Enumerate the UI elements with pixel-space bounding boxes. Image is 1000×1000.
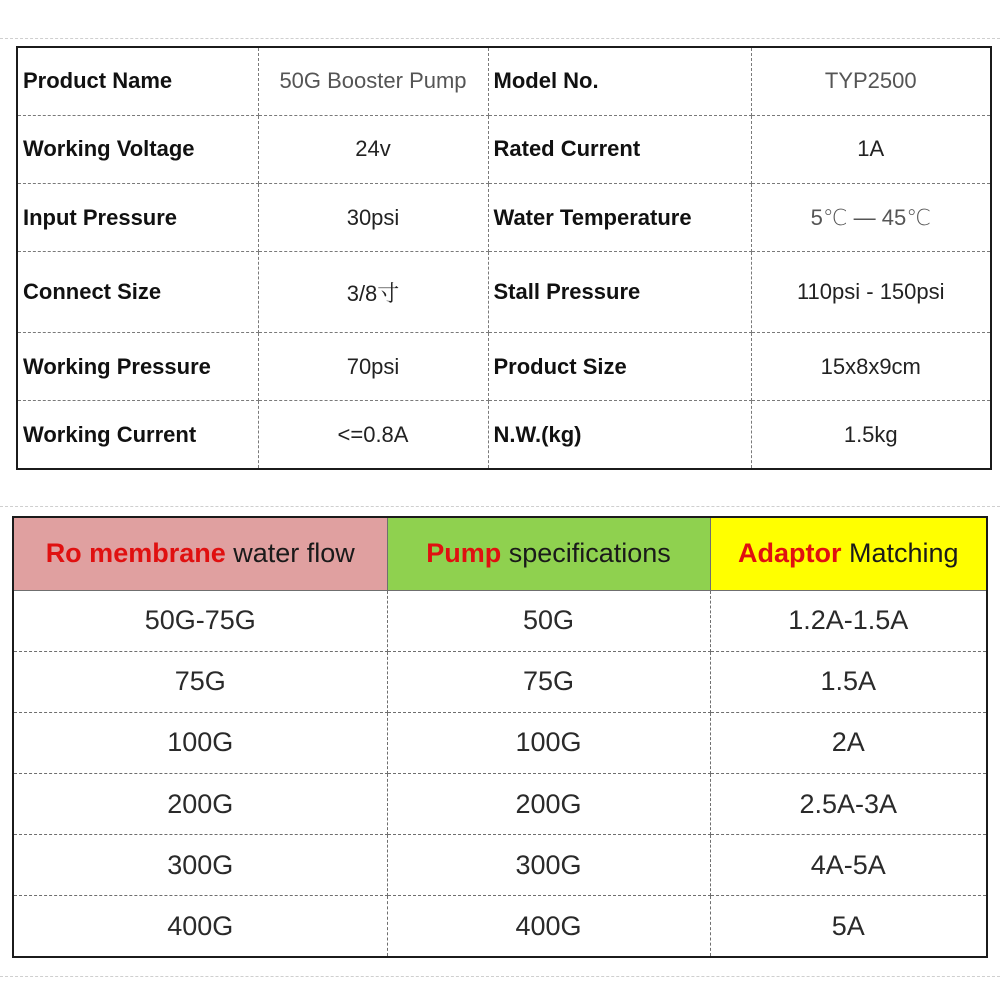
- header-adaptor-matching: [710, 518, 986, 590]
- header-highlight: Pump: [426, 538, 502, 569]
- spec-row: [18, 48, 990, 115]
- spec-label: Product Size: [488, 333, 751, 401]
- adaptor-cell: 2A: [710, 712, 986, 773]
- water-flow-cell: 50G-75G: [14, 590, 387, 651]
- spec-value: 110psi - 150psi: [751, 252, 990, 333]
- spec-label: Connect Size: [18, 252, 258, 333]
- spec-value: 70psi: [258, 333, 488, 401]
- spec-value: 3/8寸: [258, 252, 488, 333]
- spec-label: Working Voltage: [18, 115, 258, 183]
- table-row: [14, 590, 986, 651]
- spec-row: [18, 252, 990, 333]
- spec-row: [18, 333, 990, 401]
- pump-spec-cell: 100G: [387, 712, 710, 773]
- spec-label: Stall Pressure: [488, 252, 751, 333]
- header-highlight: Adaptor: [737, 538, 842, 569]
- spec-row: [18, 401, 990, 468]
- header-pump-specifications: [387, 518, 710, 590]
- spec-label: Input Pressure: [18, 183, 258, 251]
- spec-label: Working Current: [18, 401, 258, 468]
- pump-spec-cell: 50G: [387, 590, 710, 651]
- table-row: [14, 773, 986, 834]
- spec-row: [18, 115, 990, 183]
- spec-value: 15x8x9cm: [751, 333, 990, 401]
- matching-header-row: [14, 518, 986, 590]
- header-highlight: Ro membrane: [45, 538, 226, 569]
- adaptor-cell: 1.5A: [710, 651, 986, 712]
- pump-spec-cell: 200G: [387, 773, 710, 834]
- spec-label: Rated Current: [488, 115, 751, 183]
- adaptor-cell: 1.2A-1.5A: [710, 590, 986, 651]
- spec-value: 1.5kg: [751, 401, 990, 468]
- water-flow-cell: 75G: [14, 651, 387, 712]
- water-flow-cell: 300G: [14, 835, 387, 896]
- spec-value: 24v: [258, 115, 488, 183]
- spec-value: <=0.8A: [258, 401, 488, 468]
- matching-table: [12, 516, 988, 958]
- grid-line: [0, 38, 1000, 39]
- header-ro-membrane-water-flow: [14, 518, 387, 590]
- table-row: [14, 712, 986, 773]
- header-rest: water flow: [225, 538, 355, 569]
- water-flow-cell: 200G: [14, 773, 387, 834]
- water-flow-cell: 100G: [14, 712, 387, 773]
- spec-row: [18, 183, 990, 251]
- grid-line: [0, 976, 1000, 977]
- pump-spec-cell: 75G: [387, 651, 710, 712]
- grid-line: [0, 506, 1000, 507]
- table-row: [14, 651, 986, 712]
- spec-label: Product Name: [18, 48, 258, 115]
- pump-spec-cell: 300G: [387, 835, 710, 896]
- spec-value: 30psi: [258, 183, 488, 251]
- water-flow-cell: 400G: [14, 896, 387, 956]
- spec-value: 50G Booster Pump: [258, 48, 488, 115]
- adaptor-cell: 4A-5A: [710, 835, 986, 896]
- spec-value: 1A: [751, 115, 990, 183]
- spec-table: [16, 46, 992, 470]
- spec-label: N.W.(kg): [488, 401, 751, 468]
- spec-value: 5℃ — 45℃: [751, 183, 990, 251]
- table-row: [14, 835, 986, 896]
- spec-label: Working Pressure: [18, 333, 258, 401]
- table-row: [14, 896, 986, 956]
- spec-value: TYP2500: [751, 48, 990, 115]
- adaptor-cell: 2.5A-3A: [710, 773, 986, 834]
- spec-label: Water Temperature: [488, 183, 751, 251]
- header-rest: Matching: [841, 538, 959, 569]
- pump-spec-cell: 400G: [387, 896, 710, 956]
- header-rest: specifications: [501, 538, 671, 569]
- adaptor-cell: 5A: [710, 896, 986, 956]
- spec-label: Model No.: [488, 48, 751, 115]
